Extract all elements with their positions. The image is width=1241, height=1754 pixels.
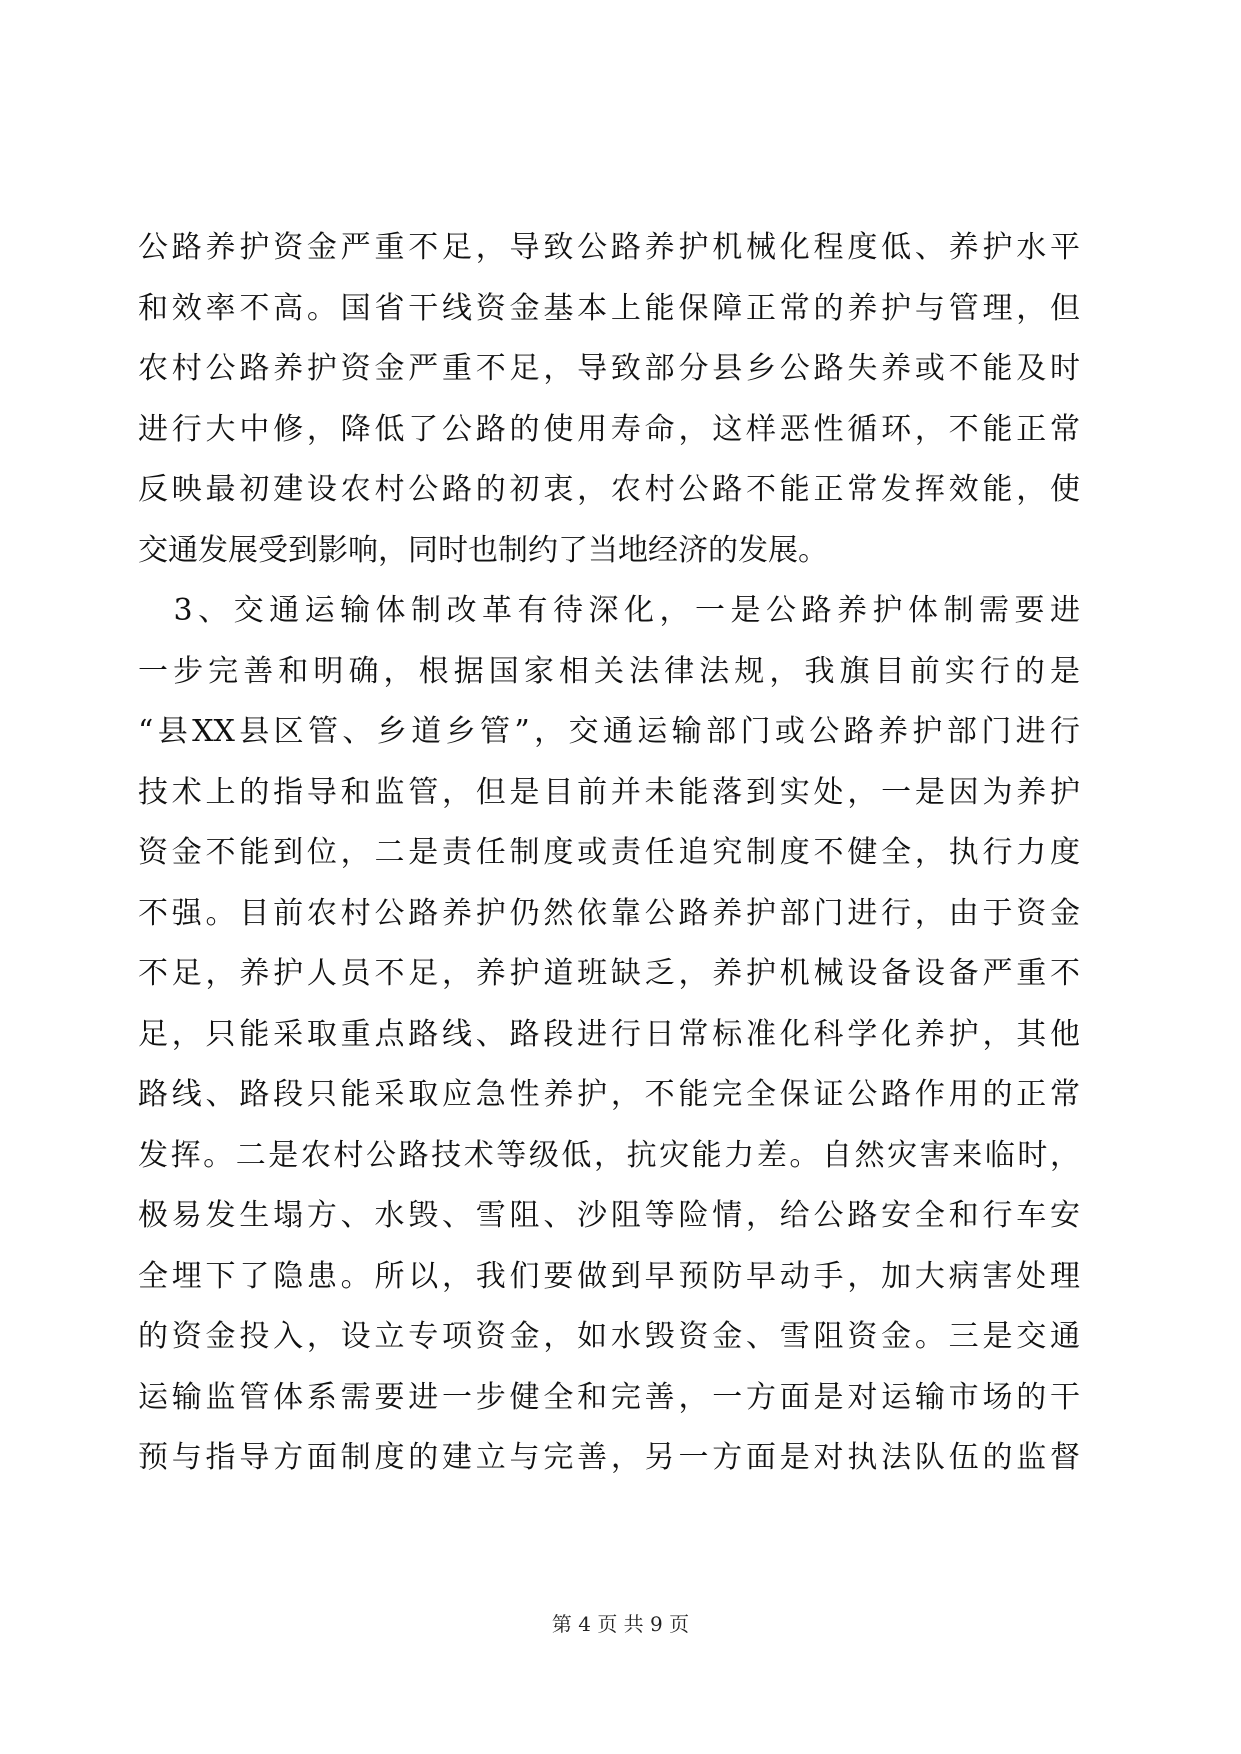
text-line: 交通发展受到影响，同时也制约了当地经济的发展。: [138, 532, 828, 568]
text-line: 极易发生塌方、水毁、雪阻、沙阻等险情，给公路安全和行车安: [138, 1198, 1080, 1233]
text-line: 的资金投入，设立专项资金，如水毁资金、雪阻资金。三是交通: [138, 1319, 1080, 1354]
page-number-footer: 第 4 页 共 9 页: [551, 1612, 690, 1636]
text-line: 农村公路养护资金严重不足，导致部分县乡公路失养或不能及时: [138, 351, 1080, 386]
text-line: 一步完善和明确，根据国家相关法律法规，我旗目前实行的是: [138, 653, 1080, 689]
text-line: 预与指导方面制度的建立与完善，另一方面是对执法队伍的监督: [138, 1440, 1080, 1475]
text-line: 全埋下了隐患。所以，我们要做到早预防早动手，加大病害处理: [138, 1258, 1080, 1294]
text-line: 3、交通运输体制改革有待深化，一是公路养护体制需要进: [138, 593, 1080, 628]
text-line: 不强。目前农村公路养护仍然依靠公路养护部门进行，由于资金: [138, 895, 1080, 931]
text-line: 公路养护资金严重不足，导致公路养护机械化程度低、养护水平: [138, 230, 1080, 265]
text-line: 不足，养护人员不足，养护道班缺乏，养护机械设备设备严重不: [138, 956, 1080, 991]
text-line: 运输监管体系需要进一步健全和完善，一方面是对运输市场的干: [138, 1379, 1080, 1415]
document-body: [138, 230, 1080, 1501]
text-line: 路线、路段只能采取应急性养护，不能完全保证公路作用的正常: [138, 1077, 1080, 1112]
text-line: 技术上的指导和监管，但是目前并未能落到实处，一是因为养护: [138, 774, 1080, 810]
text-line: 进行大中修，降低了公路的使用寿命，这样恶性循环，不能正常: [138, 411, 1080, 447]
text-line: “县XX县区管、乡道乡管”，交通运输部门或公路养护部门进行: [138, 714, 1080, 749]
text-line: 资金不能到位，二是责任制度或责任追究制度不健全，执行力度: [138, 835, 1080, 870]
paragraph-1: [138, 230, 1080, 593]
text-line: 和效率不高。国省干线资金基本上能保障正常的养护与管理，但: [138, 290, 1080, 326]
paragraph-2: [138, 593, 1080, 1501]
text-line: 发挥。二是农村公路技术等级低，抗灾能力差。自然灾害来临时，: [138, 1137, 1080, 1173]
text-line: 足，只能采取重点路线、路段进行日常标准化科学化养护，其他: [138, 1016, 1080, 1052]
text-line: 反映最初建设农村公路的初衷，农村公路不能正常发挥效能，使: [138, 472, 1080, 507]
